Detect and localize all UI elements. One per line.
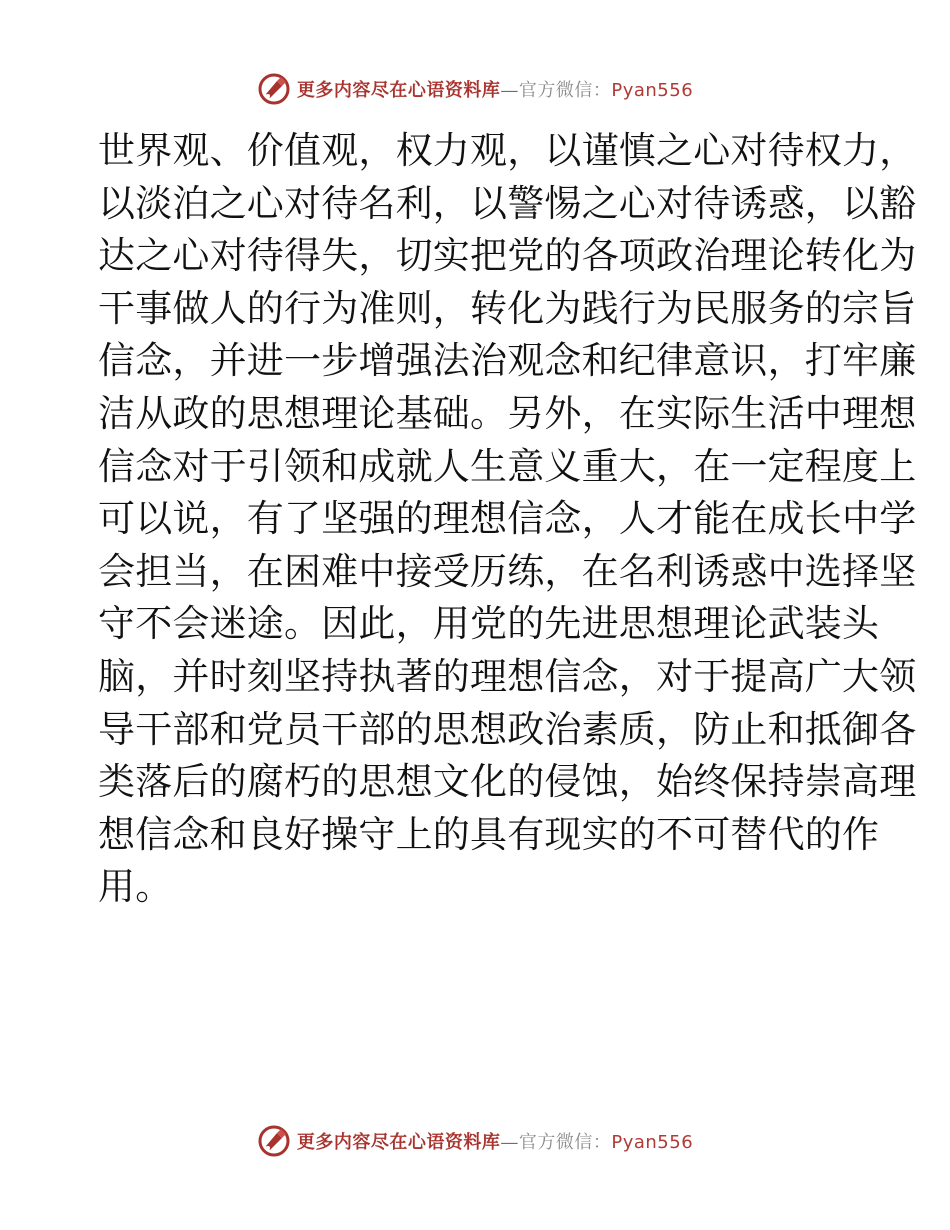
text-line: 达之心对待得失，切实把党的各项政治理论转化为	[98, 234, 917, 278]
text-line: 世界观、价值观，权力观，以谨慎之心对待权力，	[98, 129, 917, 172]
text-line: 守不会迷途。因此，用党的先进思想理论武装头	[98, 602, 880, 646]
text-line: 可以说，有了坚强的理想信念，人才能在成长中学	[98, 497, 917, 541]
page-header-banner	[0, 72, 950, 106]
seal-logo-icon	[257, 72, 291, 106]
text-line: 信念，并进一步增强法治观念和纪律意识，打牢廉	[98, 339, 917, 383]
text-line: 导干部和党员干部的思想政治素质，防止和抵御各	[98, 707, 917, 751]
text-line: 以淡泊之心对待名利，以警惕之心对待诱惑，以豁	[98, 181, 917, 225]
footer-separator: —	[500, 1132, 519, 1153]
header-separator: —	[500, 80, 519, 101]
text-line: 会担当，在困难中接受历练，在名利诱惑中选择坚	[98, 549, 917, 593]
text-line: 洁从政的思想理论基础。另外，在实际生活中理想	[98, 391, 917, 435]
body-paragraph	[98, 125, 917, 914]
footer-wechat-id: Pyan556	[611, 1132, 694, 1153]
page-footer-banner	[0, 1124, 950, 1158]
footer-official-label: 官方微信：	[518, 1132, 612, 1153]
header-banner-text	[297, 76, 693, 102]
text-line: 用。	[98, 865, 173, 909]
header-wechat-id: Pyan556	[611, 80, 694, 101]
text-line: 干事做人的行为准则，转化为践行为民服务的宗旨	[98, 286, 917, 330]
text-line: 脑，并时刻坚持执著的理想信念，对于提高广大领	[98, 654, 917, 698]
footer-title: 更多内容尽在心语资料库	[296, 1132, 501, 1153]
text-line: 想信念和良好操守上的具有现实的不可替代的作	[98, 812, 880, 856]
header-title: 更多内容尽在心语资料库	[296, 80, 501, 101]
seal-logo-icon	[257, 1124, 291, 1158]
header-official-label: 官方微信：	[518, 80, 612, 101]
text-line: 信念对于引领和成就人生意义重大，在一定程度上	[98, 444, 917, 488]
footer-banner-text	[297, 1128, 693, 1154]
text-line: 类落后的腐朽的思想文化的侵蚀，始终保持崇高理	[98, 760, 917, 804]
